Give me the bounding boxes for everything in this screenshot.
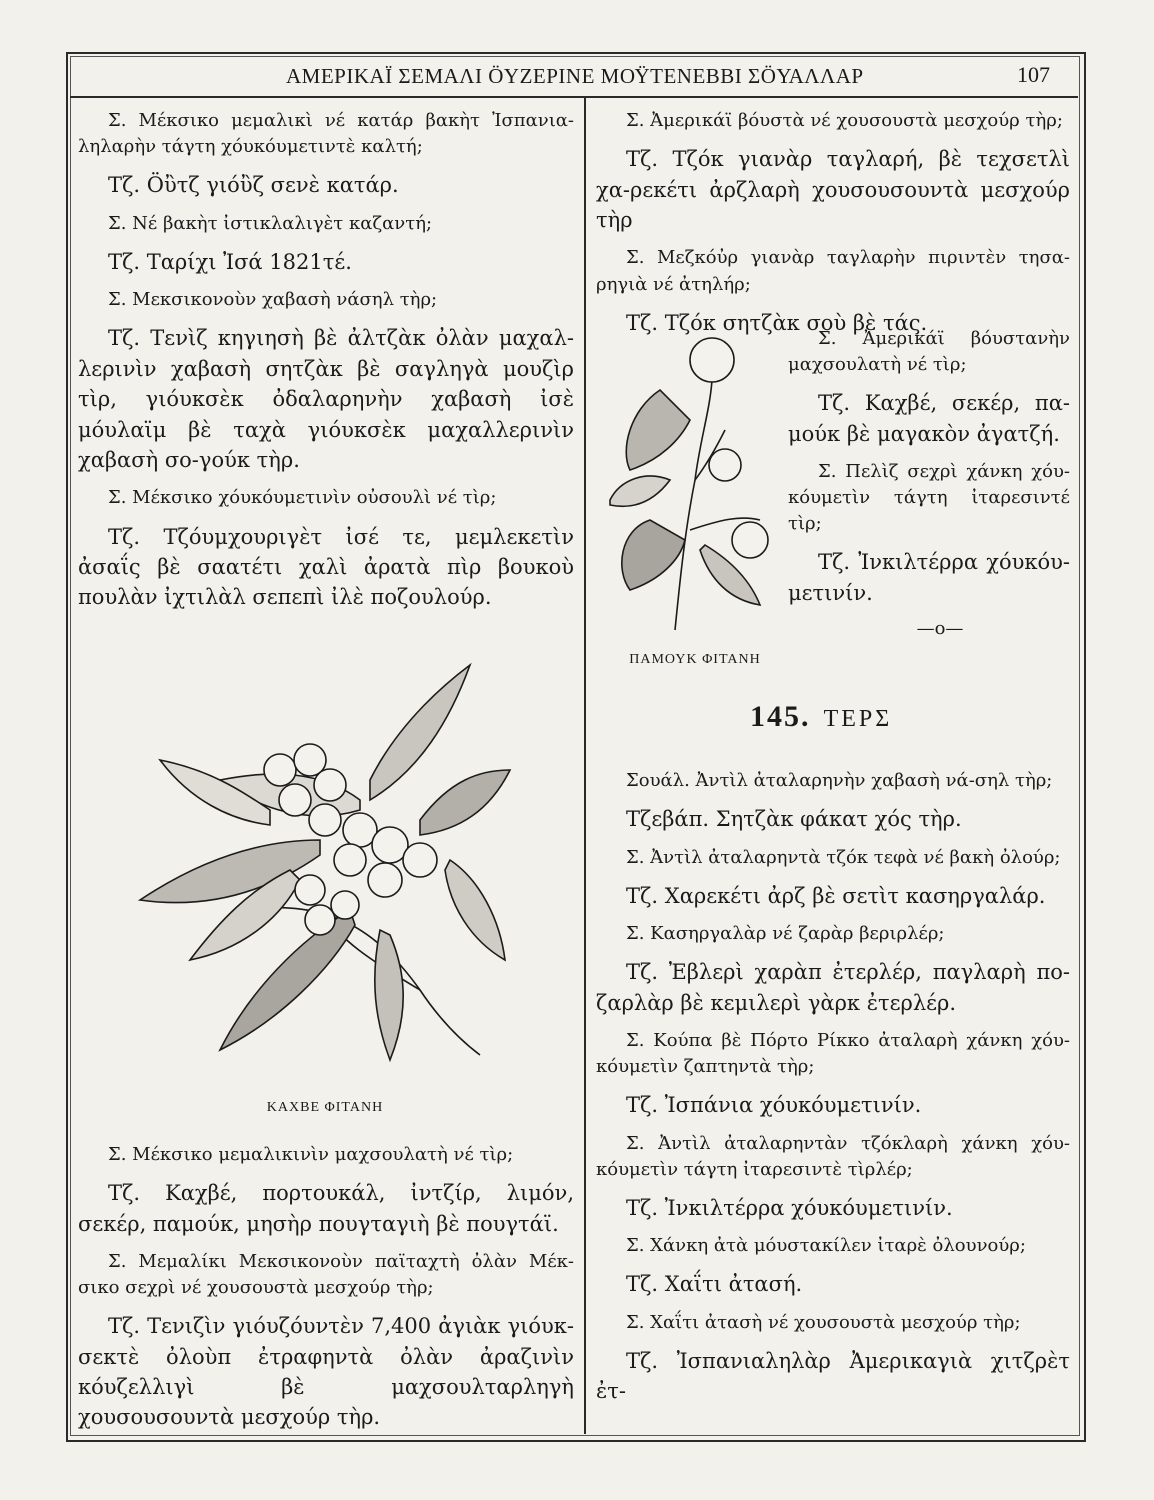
sec-p12: Σ. Χαΐτι ἀτασὴ νέ χουσουστὰ μεσχούρ τὴρ;: [626, 1311, 1021, 1333]
sec-p9: Τζ. Ἰνκιλτέρρα χόυκόυμετινίν.: [626, 1195, 953, 1220]
cotton-p2: Σ. Πελὶζ σεχρὶ χάνκη χόυ-κόυμετὶν τάγτη ἰταρεσιντέ τὶρ;: [788, 461, 1070, 535]
right-column-top: [596, 108, 1070, 348]
right-p0: Σ. Ἀμερικάϊ βόυστὰ νέ χουσουστὰ μεσχούρ τὴρ;: [626, 110, 1063, 131]
left-p3: Τζ. Ταρίχι Ἰσά 1821τέ.: [108, 249, 352, 274]
sec-p2: Σ. Ἀντὶλ ἀταλαρηντὰ τζόκ τεφὰ νέ βακὴ ὀλούρ;: [626, 846, 1061, 868]
sec-p0: Σουάλ. Ἀντὶλ ἀταλαρηνὴν χαβασὴ νά-σηλ τὴρ;: [626, 770, 1053, 791]
coffee-caption: ΚΑΧΒΕ ΦΙΤΑΝΗ: [266, 1100, 384, 1115]
right-p1: Τζ. Τζόκ γιανὰρ ταγλαρή, βὲ τεχσετλὶ χα-ρεκέτι ἀρζλαρὴ χουσουσουντὰ μεσχούρ τὴρ: [596, 147, 1070, 232]
sec-p4: Σ. Κασηργαλὰρ νέ ζαρὰρ βεριρλέρ;: [626, 923, 945, 945]
sec-p13: Τζ. Ἰσπανιαληλὰρ Ἀμερικαγιὰ χιτζρὲτ ἐτ-: [596, 1348, 1070, 1404]
lesson-number: 145.: [750, 700, 811, 733]
left-b0: Σ. Μέκσικο μεμαλικινὶν μαχσουλατὴ νέ τὶρ;: [108, 1144, 514, 1165]
page-number: 107: [1017, 62, 1050, 87]
sec-p6: Σ. Κούπα βὲ Πόρτο Ρίκκο ἀταλαρὴ χάνκη χόυ-κόυμετὶν ζαπτηντὰ τὴρ;: [596, 1030, 1070, 1078]
lesson-heading: [750, 700, 892, 734]
section-divider: —o—: [916, 618, 964, 639]
sec-p5: Τζ. Ἐβλερὶ χαρὰπ ἐτερλέρ, παγλαρὴ πο-ζαρλὰρ βὲ κεμιλερὶ γὰρκ ἐτερλέρ.: [596, 960, 1070, 1015]
header-title: ΑΜΕΡΙΚΑΪ ΣΕΜΑΛΙ ÖΥΖΕΡΙΝΕ ΜΟΫΤΕΝΕΒΒΙ ΣÖΥΑΛΛΑΡ: [286, 64, 864, 88]
running-header: [70, 56, 1078, 98]
sec-p1: Τζεβάπ. Σητζὰκ φάκατ χός τὴρ.: [626, 807, 962, 832]
sec-p3: Τζ. Χαρεκέτι ἀρζ βὲ σετὶτ κασηργαλάρ.: [626, 883, 1046, 908]
sec-p8: Σ. Ἀντὶλ ἀταλαρηντὰν τζόκλαρὴ χάνκη χόυ-κόυμετὶν τάγτη ἰταρεσιντὲ τὶρλέρ;: [596, 1132, 1070, 1180]
right-column-beside-cotton: [788, 326, 1070, 618]
right-column-section: [596, 768, 1070, 1417]
lesson-word: ΤΕΡΣ: [823, 706, 893, 732]
left-b1: Τζ. Καχβέ, πορτουκάλ, ἰντζίρ, λιμόν, σεκέρ, παμούκ, μησὴρ πουγταγιὴ βὲ πουγτάϊ.: [78, 1181, 574, 1236]
sec-p7: Τζ. Ἰσπάνια χόυκόυμετινίν.: [626, 1093, 922, 1118]
left-p2: Σ. Νέ βακὴτ ἰστικλαλιγὲτ καζαντή;: [108, 212, 433, 234]
left-p6: Σ. Μέκσικο χόυκόυμετινὶν οὐσουλὶ νέ τὶρ;: [108, 487, 497, 509]
sec-p11: Τζ. Χαΐτι ἀτασή.: [626, 1272, 803, 1297]
coffee-plant-illustration: [120, 660, 530, 1080]
cotton-plant-illustration: [600, 330, 780, 640]
left-p4: Σ. Μεκσικονοὺν χαβασὴ νάσηλ τὴρ;: [108, 289, 438, 311]
left-p0: Σ. Μέκσικο μεμαλικὶ νέ κατάρ βακὴτ Ἰσπανια-ληλαρὴν τάγτη χόυκόυμετιντὲ καλτή;: [78, 110, 574, 158]
cotton-p0: Σ. Ἀμερικάϊ βόυστανὴν μαχσουλατὴ νέ τὶρ;: [788, 328, 1070, 376]
sec-p10: Σ. Χάνκη ἀτὰ μόυστακίλεν ἰταρὲ ὀλουνούρ;: [626, 1235, 1026, 1257]
cotton-caption: ΠΑΜΟΥΚ ΦΙΤΑΝΗ: [629, 652, 761, 667]
right-p3: Τζ. Τζόκ σητζὰκ σοὺ βὲ τάς.: [626, 310, 928, 335]
left-p7: Τζ. Τζόυμχουριγὲτ ἰσέ τε, μεμλεκετὶν ἀσαΐς βὲ σαατέτι χαλὶ ἀρατὰ πὶρ βουκοὺ πουλὰν ἰχτιλὰλ σεπεπὶ ἰλὲ ποζουλούρ.: [78, 524, 574, 610]
left-b3: Τζ. Τενιζὶν γιόυζόυντὲν 7,400 ἀγιὰκ γιόυκ-σεκτὲ ὀλοὺπ ἐτραφηντὰ ὀλὰν ἀραζινὶν κόυζελλιγὶ βὲ μαχσουλταρληγὴ χουσουσουντὰ μεσχούρ τὴρ.: [78, 1314, 574, 1430]
cotton-p1: Τζ. Καχβέ, σεκέρ, πα-μούκ βὲ μαγακὸν ἀγατζή.: [788, 391, 1070, 446]
left-p1: Τζ. Öὒτζ γιόὒζ σενὲ κατάρ.: [108, 173, 399, 198]
right-p2: Σ. Μεζκόὐρ γιανὰρ ταγλαρὴν πιριντὲν τησα-ρηγιὰ νέ ἀτηλήρ;: [596, 247, 1070, 295]
column-rule: [584, 98, 586, 1434]
left-column-top: [78, 108, 574, 623]
left-b2: Σ. Μεμαλίκι Μεκσικονοὺν παϊταχτὴ ὀλὰν Μέκ-σικο σεχρὶ νέ χουσουστὰ μεσχούρ τὴρ;: [78, 1250, 574, 1299]
cotton-p3: Τζ. Ἰνκιλτέρρα χόυκόυ-μετινίν.: [788, 550, 1070, 605]
left-p5: Τζ. Τενὶζ κηγιησὴ βὲ ἀλτζὰκ ὀλὰν μαχαλ-λερινὶν χαβασὴ σητζὰκ βὲ σαγληγὰ μουζὶρ τὶρ, γιόυκσὲκ ὀδαλαρηνὴν χαβασὴ ἰσὲ μόυλαϊμ βὲ ταχὰ γιόυκσὲκ μαχαλλερινὶν χαβασὴ σο-γούκ τὴρ.: [78, 326, 574, 472]
left-column-bottom: [78, 1142, 574, 1443]
